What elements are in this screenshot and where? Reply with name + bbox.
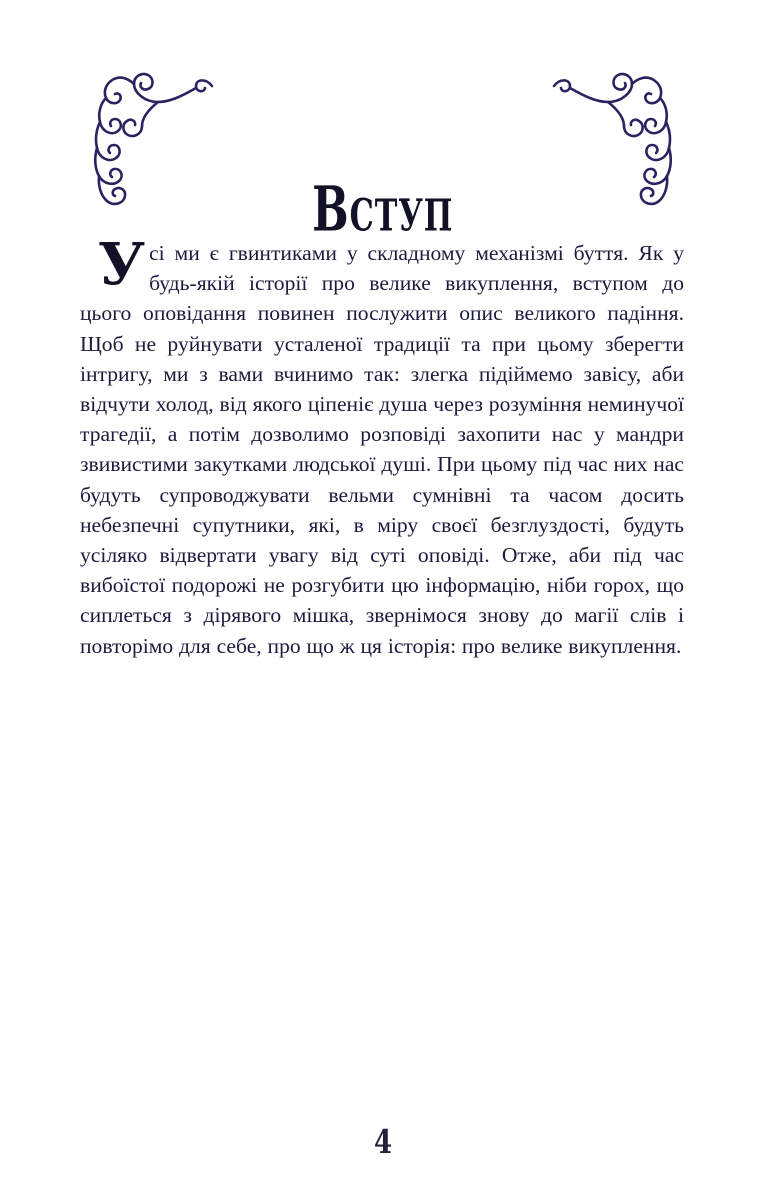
page-title: Вступ — [312, 174, 454, 247]
body-text-block — [80, 230, 684, 661]
page-number: 4 — [373, 1124, 393, 1162]
intro-paragraph: Усі ми є гвинтиками у складному механізмі буття. Як у будь-якій історії про велике викуплення, вступом до цього оповідання повинен послужити опис великого падіння. Щоб не руйнувати усталеної традиції та при цьому зберегти інтригу, ми з вами вчинимо так: злегка підіймемо завісу, аби відчути холод, від якого ціпеніє душа через розуміння неминучої трагедії, а потім дозволимо розповіді захопити нас у мандри звивистими закутками людської душі. При цьому під час них нас будуть супроводжувати вельми сумнівні та часом досить небезпечні супутники, які, в міру своєї безглуздості, будуть усіляко відвертати увагу від суті оповіді. Отже, аби під час вибоїстої подорожі не розгубити цю інформацію, ніби горох, що сиплеться з дірявого мішка, звернімося знову до магії слів і повторімо для себе, про що ж ця історія: про велике викуплення. — [80, 230, 684, 658]
